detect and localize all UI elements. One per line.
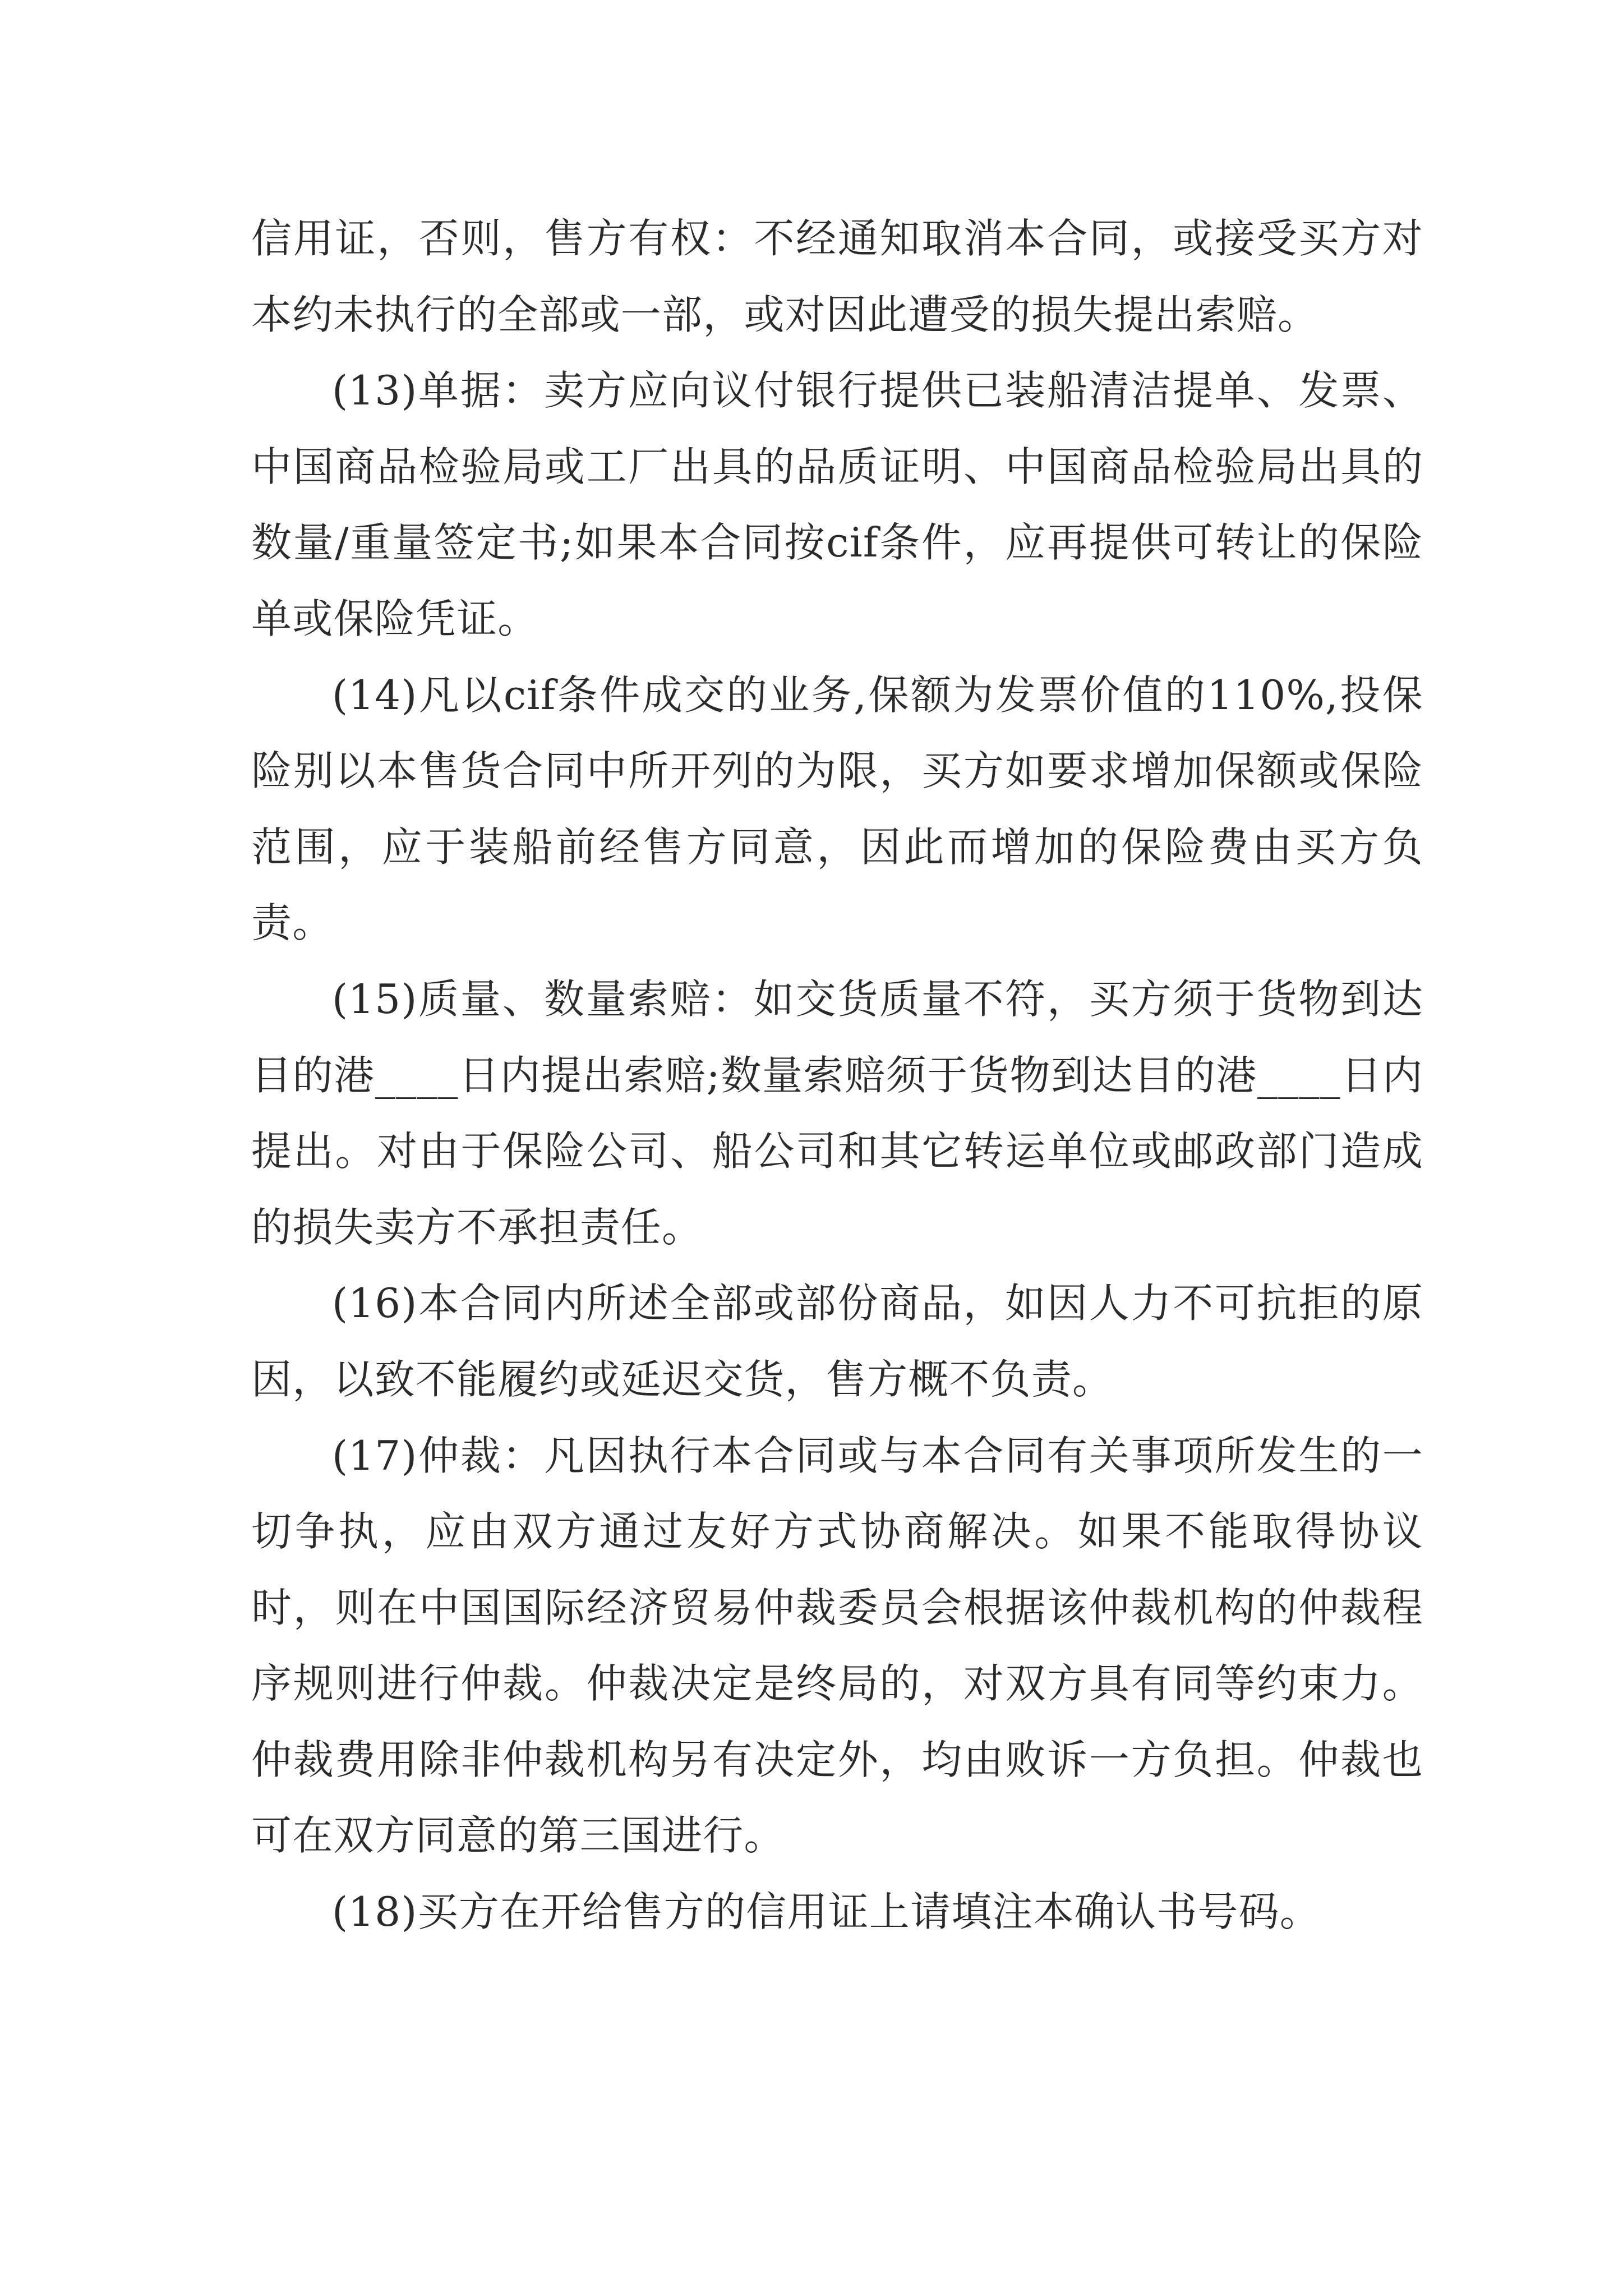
paragraph-clause-17-arbitration: (17)仲裁：凡因执行本合同或与本合同有关事项所发生的一切争执，应由双方通过友好方式协商解决。如果不能取得协议时，则在中国国际经济贸易仲裁委员会根据该仲裁机构的仲裁程序规则进行仲裁。仲裁决定是终局的，对双方具有同等约束力。仲裁费用除非仲裁机构另有决定外，均由败诉一方负担。仲裁也可在双方同意的第三国进行。 xyxy=(251,1432,1423,1860)
paragraph-clause-15-claims: (15)质量、数量索赔：如交货质量不符，买方须于货物到达目的港____日内提出索赔;数量索赔须于货物到达目的港____日内提出。对由于保险公司、船公司和其它转运单位或邮政部门造成的损失卖方不承担责任。 xyxy=(251,975,1423,1251)
paragraph-clause-14-insurance: (14)凡以cif条件成交的业务,保额为发票价值的110%,投保险别以本售货合同中所开列的为限，买方如要求增加保额或保险范围，应于装船前经售方同意，因此而增加的保险费由买方负责。 xyxy=(251,671,1423,947)
paragraph-letter-of-credit-continuation: 信用证，否则，售方有权：不经通知取消本合同，或接受买方对本约未执行的全部或一部，或对因此遭受的损失提出索赔。 xyxy=(251,215,1423,338)
paragraph-clause-13-documents: (13)单据：卖方应向议付银行提供已装船清洁提单、发票、中国商品检验局或工厂出具的品质证明、中国商品检验局出具的数量/重量签定书;如果本合同按cif条件，应再提供可转让的保险单或保险凭证。 xyxy=(251,367,1423,642)
document-body xyxy=(251,201,1423,1950)
paragraph-clause-16-force-majeure: (16)本合同内所述全部或部份商品，如因人力不可抗拒的原因，以致不能履约或延迟交货，售方概不负责。 xyxy=(251,1280,1423,1403)
paragraph-clause-18-confirmation-number: (18)买方在开给售方的信用证上请填注本确认书号码。 xyxy=(332,1888,1321,1936)
